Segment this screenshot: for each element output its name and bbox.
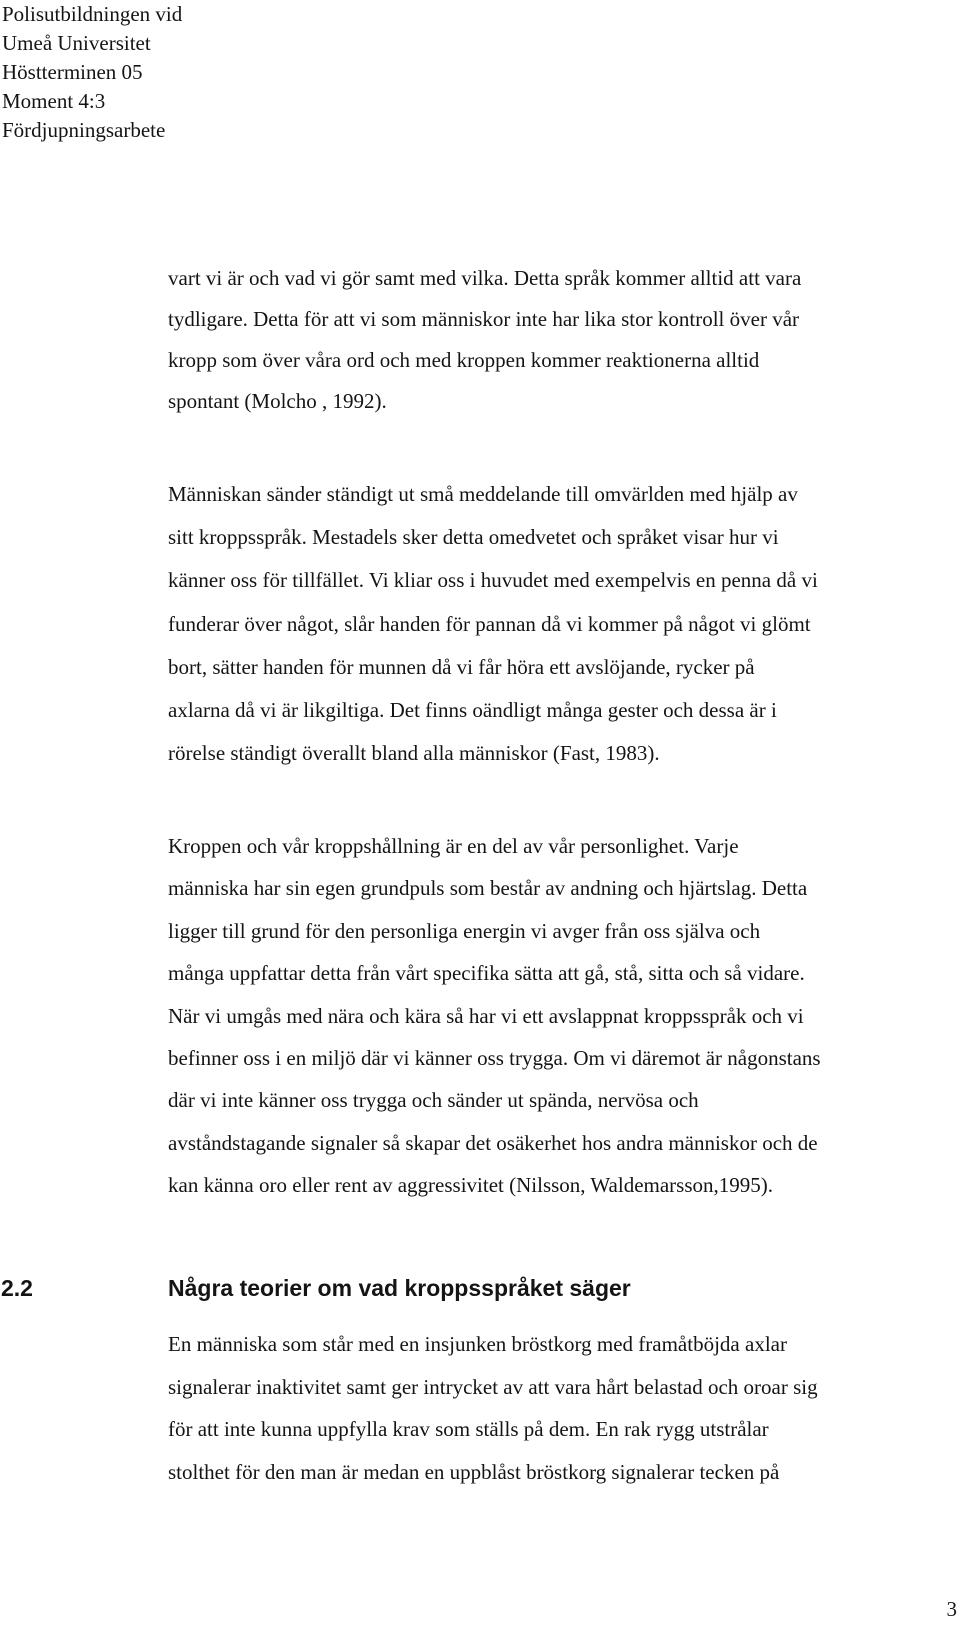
header-line-module: Moment 4:3 bbox=[2, 89, 106, 113]
text-line: bort, sätter handen för munnen då vi får höra ett avslöjande, rycker på bbox=[168, 654, 755, 679]
text-line: kropp som över våra ord och med kroppen kommer reaktionerna alltid bbox=[168, 348, 760, 372]
text-line: sitt kroppsspråk. Mestadels sker detta omedvetet och språket visar hur vi bbox=[168, 525, 779, 550]
text-line: kan känna oro eller rent av aggressivitet (Nilsson, Waldemarsson,1995). bbox=[168, 1173, 774, 1198]
header-line-assignment: Fördjupningsarbete bbox=[2, 118, 166, 142]
text-line: spontant (Molcho , 1992). bbox=[168, 389, 387, 413]
text-line: En människa som står med en insjunken bröstkorg med framåtböjda axlar bbox=[168, 1332, 787, 1356]
body-paragraph bbox=[168, 1323, 958, 1493]
text-line: känner oss för tillfället. Vi kliar oss i huvudet med exempelvis en penna då vi bbox=[168, 568, 818, 593]
text-line: rörelse ständigt överallt bland alla människor (Fast, 1983). bbox=[168, 741, 660, 766]
page-number: 3 bbox=[946, 1597, 957, 1621]
text-line: många uppfattar detta från vårt specifika sätta att gå, stå, sitta och så vidare. bbox=[168, 961, 805, 986]
text-line: människa har sin egen grundpuls som består av andning och hjärtslag. Detta bbox=[168, 876, 808, 901]
text-line: avståndstagande signaler så skapar det osäkerhet hos andra människor och de bbox=[168, 1130, 818, 1155]
header-line-university: Umeå Universitet bbox=[2, 31, 151, 55]
section-number: 2.2 bbox=[1, 1275, 33, 1301]
text-line: funderar över något, slår handen för pannan då vi kommer på något vi glömt bbox=[168, 611, 811, 636]
header-line-institution: Polisutbildningen vid bbox=[2, 2, 183, 26]
document-header bbox=[2, 0, 182, 145]
text-line: vart vi är och vad vi gör samt med vilka. Detta språk kommer alltid att vara bbox=[168, 266, 802, 290]
section-heading bbox=[0, 1268, 960, 1308]
text-line: befinner oss i en miljö där vi känner oss trygga. Om vi däremot är någonstans bbox=[168, 1046, 821, 1071]
text-line: stolthet för den man är medan en uppblåst bröstkorg signalerar tecken på bbox=[168, 1459, 780, 1484]
body-paragraph bbox=[168, 473, 958, 775]
section-title: Några teorier om vad kroppsspråket säger bbox=[168, 1275, 631, 1301]
text-line: signalerar inaktivitet samt ger intrycket av att vara hårt belastad och oroar sig bbox=[168, 1374, 818, 1399]
text-line: När vi umgås med nära och kära så har vi ett avslappnat kroppsspråk och vi bbox=[168, 1003, 804, 1028]
text-line: tydligare. Detta för att vi som människor inte har lika stor kontroll över vår bbox=[168, 307, 800, 331]
text-line: axlarna då vi är likgiltiga. Det finns oändligt många gester och dessa är i bbox=[168, 698, 777, 723]
text-line: för att inte kunna uppfylla krav som ställs på dem. En rak rygg utstrålar bbox=[168, 1417, 769, 1442]
text-line: ligger till grund för den personliga energin vi avger från oss själva och bbox=[168, 918, 761, 943]
header-line-term: Höstterminen 05 bbox=[2, 60, 143, 84]
body-paragraph bbox=[168, 825, 958, 1207]
text-line: Människan sänder ständigt ut små meddelande till omvärlden med hjälp av bbox=[168, 482, 798, 506]
text-line: där vi inte känner oss trygga och sänder ut spända, nervösa och bbox=[168, 1088, 699, 1113]
text-line: Kroppen och vår kroppshållning är en del av vår personlighet. Varje bbox=[168, 834, 739, 858]
body-paragraph bbox=[168, 258, 958, 422]
